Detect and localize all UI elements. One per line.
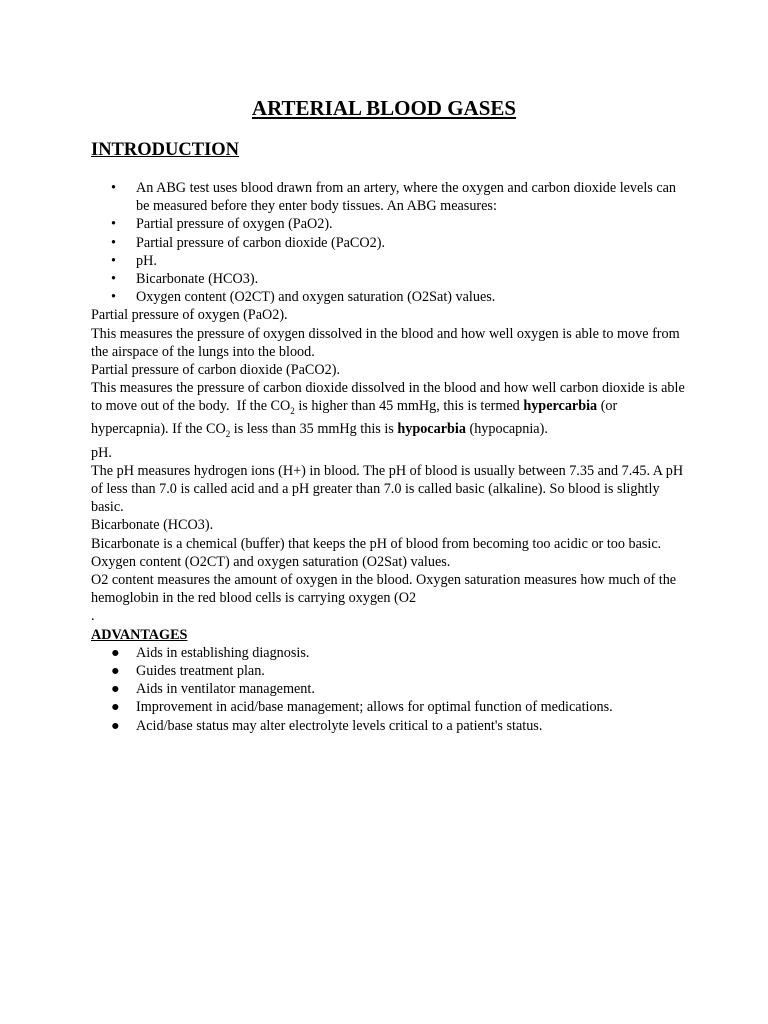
ph-heading: pH. (91, 444, 112, 461)
intro-bullet-list (91, 179, 691, 306)
bullet-icon: ● (111, 644, 120, 661)
list-item: ● Acid/base status may alter electrolyte levels critical to a patient's status. (111, 717, 543, 734)
list-item: • pH. (111, 252, 157, 269)
bullet-icon: ● (111, 662, 120, 679)
o2-trailing-period: . (91, 608, 95, 625)
bullet-icon: ● (111, 681, 120, 698)
pao2-heading: Partial pressure of oxygen (PaO2). (91, 307, 288, 324)
bullet-icon: • (111, 216, 116, 233)
o2-heading: Oxygen content (O2CT) and oxygen saturation (O2Sat) values. (91, 553, 451, 570)
bullet-icon: • (111, 180, 116, 196)
bullet-icon: • (111, 289, 116, 306)
list-item: • Bicarbonate (HCO3). (111, 271, 259, 288)
hco3-text: Bicarbonate is a chemical (buffer) that keeps the pH of blood from becoming too acidic or too basic. (91, 535, 662, 552)
bullet-icon: ● (111, 717, 120, 734)
list-item: • Oxygen content (O2CT) and oxygen saturation (O2Sat) values. (111, 289, 496, 306)
bullet-icon: • (111, 252, 116, 269)
list-item: ● Aids in ventilator management. (111, 681, 315, 698)
list-item: • Partial pressure of oxygen (PaO2). (111, 216, 333, 233)
introduction-heading: INTRODUCTION (91, 140, 240, 160)
bullet-icon: ● (111, 699, 120, 716)
advantages-heading: ADVANTAGES (91, 626, 188, 643)
hypercarbia-term: hypercarbia (523, 398, 598, 415)
list-item: • Partial pressure of carbon dioxide (PaCO2). (111, 234, 386, 251)
page-title: ARTERIAL BLOOD GASES (251, 96, 517, 120)
paco2-text: This measures the pressure of carbon dioxide dissolved in the blood and how well carbon dioxide is able to move out of the body. If the $CO_2$ is higher than 45 mmHg, this is termed hypercarbia (or hypercapnia). If the $CO_2$ is less than 35 mmHg this is hypocarbia (hypocapnia). (91, 380, 685, 440)
list-item: ● Aids in establishing diagnosis. (111, 644, 310, 661)
bullet-icon: • (111, 234, 116, 251)
bullet-icon: • (111, 271, 116, 288)
advantages-bullet-list (91, 644, 691, 735)
hco3-heading: Bicarbonate (HCO3). (91, 517, 214, 534)
hypocarbia-term: hypocarbia (397, 421, 466, 438)
list-item: • An ABG test uses blood drawn from an artery, where the oxygen and carbon dioxide levels can be measured before they enter body tissues. An ABG measures: (111, 180, 677, 215)
document-body (91, 179, 691, 735)
paco2-heading: Partial pressure of carbon dioxide (PaCO2). (91, 362, 341, 379)
ph-text: The pH measures hydrogen ions (H+) in blood. The pH of blood is usually between 7.35 and 7.45. A pH of less than 7.0 is called acid and a pH greater than 7.0 is called basic (alkaline). So blood is slightly basic. (91, 462, 684, 516)
pao2-text: This measures the pressure of oxygen dissolved in the blood and how well oxygen is able to move from the airspace of the lungs into the blood. (91, 325, 680, 360)
list-item: ● Improvement in acid/base management; allows for optimal function of medications. (111, 699, 613, 716)
o2-text: O2 content measures the amount of oxygen in the blood. Oxygen saturation measures how much of the hemoglobin in the red blood cells is carrying oxygen (O2 (91, 571, 677, 607)
list-item: ● Guides treatment plan. (111, 662, 265, 679)
